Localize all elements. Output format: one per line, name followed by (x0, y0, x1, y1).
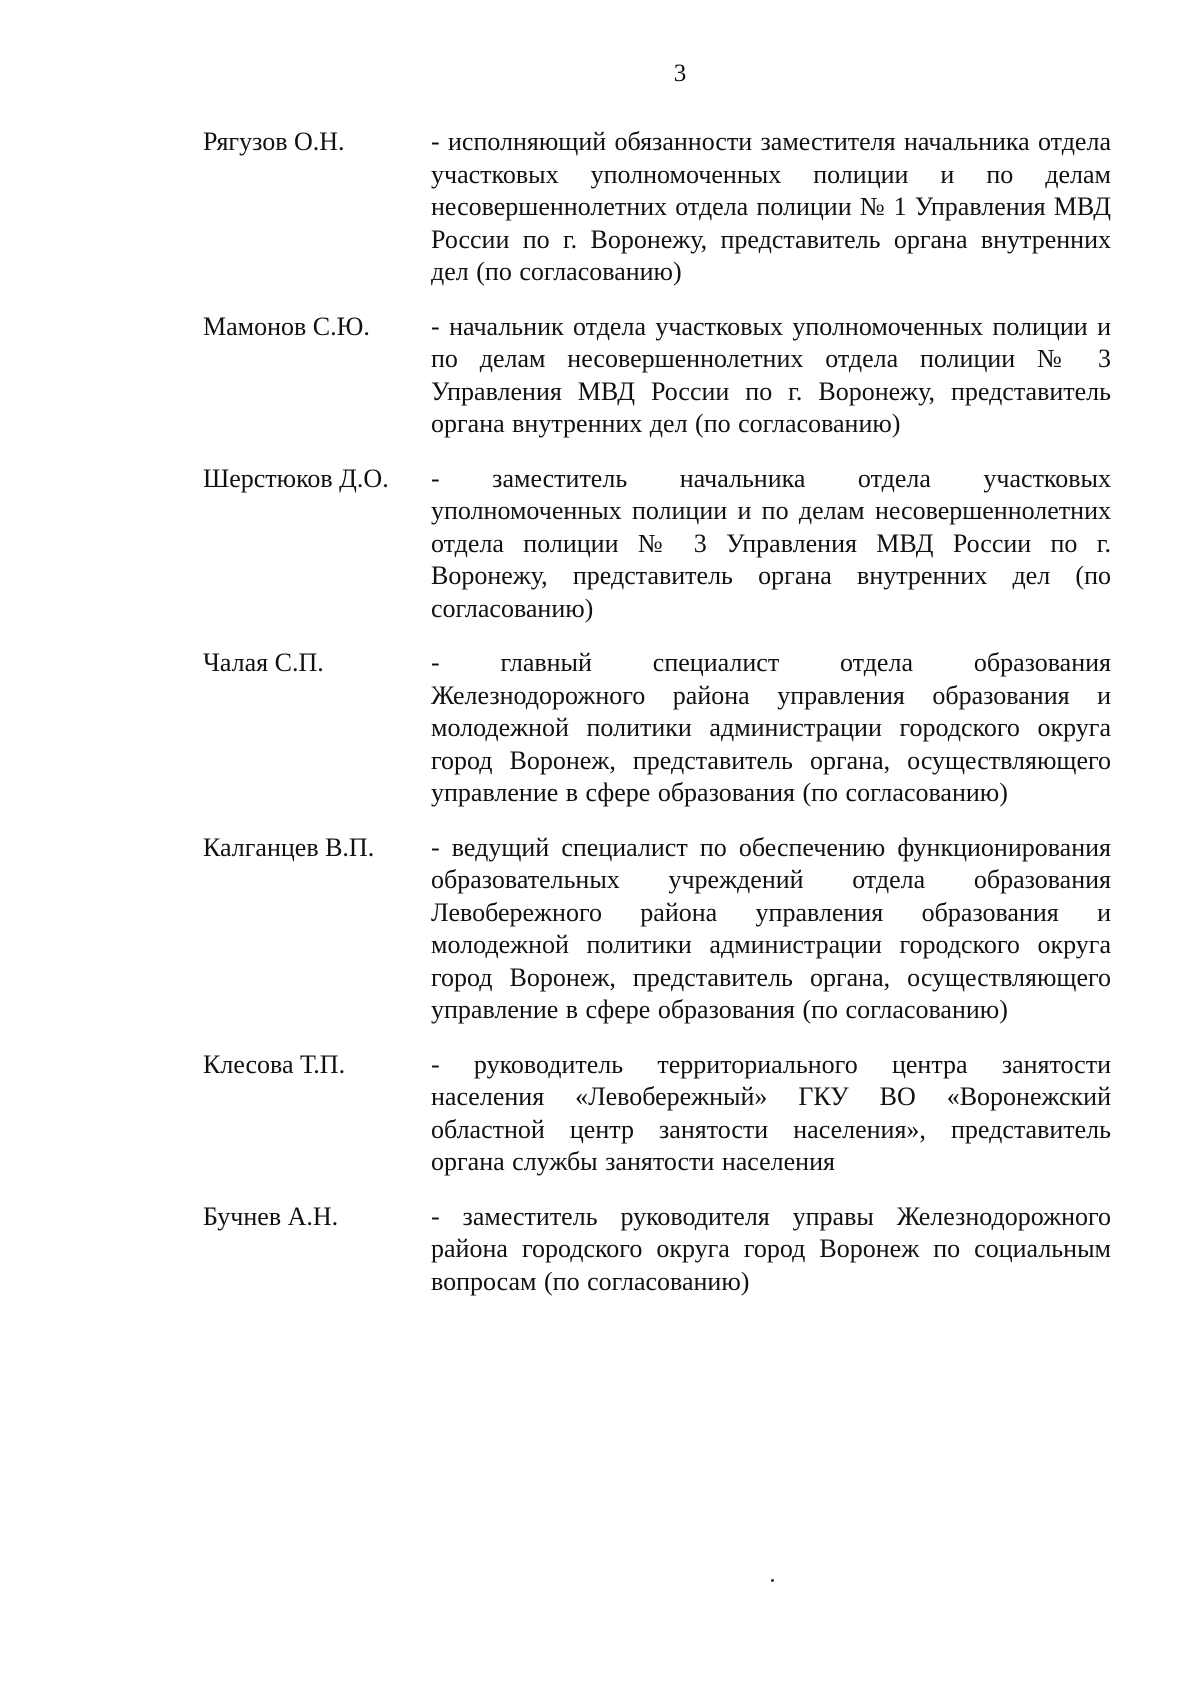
member-list (203, 126, 1111, 1320)
member-name: Шерстюков Д.О. (203, 463, 389, 493)
member-description: - главный специалист отдела образования Железнодорожного района управления образования и молодежной политики администрации городского округа город Воронеж, представитель органа, осуществляющего управление в сфере образования (по согласованию) (431, 648, 1111, 807)
member-name: Мамонов С.Ю. (203, 311, 370, 341)
scan-dot-mark (771, 1579, 774, 1582)
member-name: Бучнев А.Н. (203, 1201, 339, 1231)
member-entry (203, 1049, 1111, 1179)
member-name: Рягузов О.Н. (203, 127, 345, 156)
member-entry (203, 463, 1111, 626)
page-number: 3 (673, 60, 687, 87)
member-name: Клесова Т.П. (203, 1049, 346, 1079)
member-entry (203, 311, 1111, 441)
member-name: Чалая С.П. (203, 648, 324, 677)
member-entry (203, 647, 1111, 810)
member-entry (203, 126, 1111, 289)
member-name: Калганцев В.П. (203, 832, 375, 862)
member-description: - начальник отдела участковых уполномоченных полиции и по делам несовершеннолетних отдела полиции № 3 Управления МВД России по г. Воронежу, представитель органа внутренних дел (по согласованию) (431, 311, 1111, 438)
member-description: - исполняющий обязанности заместителя начальника отдела участковых уполномоченных полиции и по делам несовершеннолетних отдела полиции № 1 Управления МВД России по г. Воронежу, представитель органа внутренних дел (по согласованию) (431, 127, 1111, 286)
member-entry (203, 1201, 1111, 1299)
member-description: - ведущий специалист по обеспечению функционирования образовательных учреждений отдела образования Левобережного района управления образования и молодежной политики администрации городского округа город Воронеж, представитель органа, осуществляющего управление в сфере образования (по согласованию) (431, 832, 1111, 1024)
member-description: - заместитель руководителя управы Железнодорожного района городского округа город Воронеж по социальным вопросам (по согласованию) (431, 1201, 1111, 1296)
member-description: - заместитель начальника отдела участковых уполномоченных полиции и по делам несовершеннолетних отдела полиции № 3 Управления МВД России по г. Воронежу, представитель органа внутренних дел (по согласованию) (431, 463, 1111, 623)
member-description: - руководитель территориального центра занятости населения «Левобережный» ГКУ ВО «Воронежский областной центр занятости населения», представитель органа службы занятости населения (431, 1049, 1111, 1176)
member-entry (203, 832, 1111, 1027)
